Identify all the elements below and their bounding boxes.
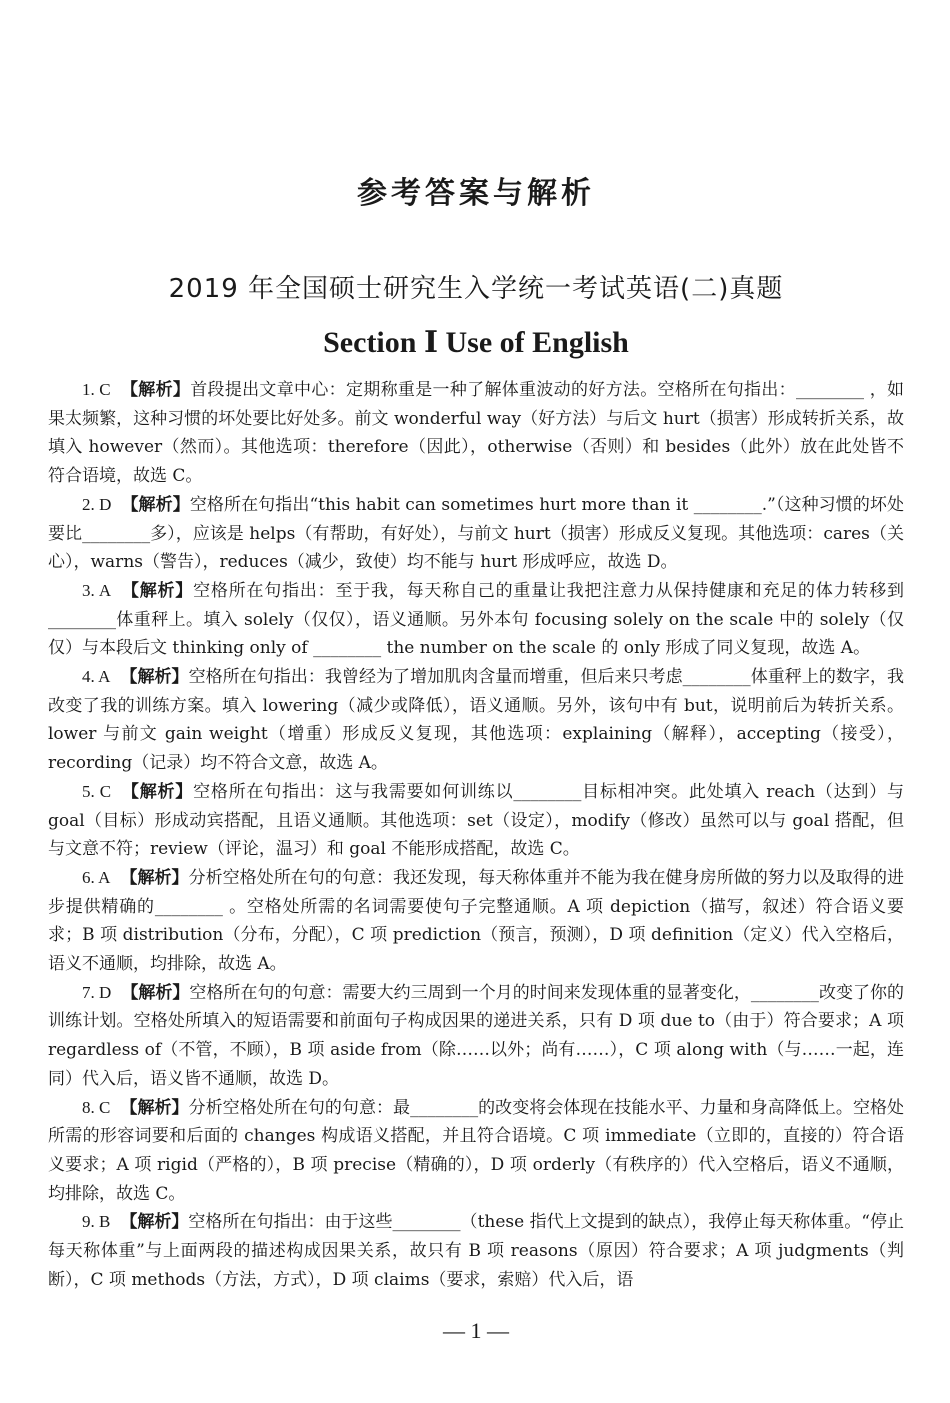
answer-list [48,376,904,1295]
answer-text: 空格所在句指出“this habit can sometimes hurt more than it ________.”（这种习惯的坏处要比________多），应该是 helps（有帮助，有好处），与前文 hurt（损害）形成反义复现。其他选项：cares（关心），warns（警告），reduces（减少，致使）均不能与 hurt 形成呼应，故选 D。 [48,494,905,573]
answer-number: 8. C [82,1097,111,1117]
answer-item-6 [48,864,904,979]
answer-number: 2. D [82,494,112,514]
exam-title: 2019 年全国硕士研究生入学统一考试英语(二)真题 [168,274,784,304]
answer-text: 空格所在句指出：由于这些________（these 指代上文提到的缺点），我停止每天称体重。“停止每天称体重”与上面两段的描述构成因果关系，故只有 B 项 reasons（原因）符合要求；A 项 judgments（判断），C 项 methods（方法，方式），D 项 claims（要求，索赔）代入后，语 [48,1212,905,1290]
answer-item-5 [48,778,904,864]
answer-number: 1. C [82,380,111,399]
answer-text: 空格所在句指出：至于我，每天称自己的重量让我把注意力从保持健康和充足的体力转移到________体重秤上。填入 solely（仅仅），语义通顺。另外本句 focusing solely on the scale 中的 solely（仅仅）与本段后文 thinking only of ________ the number on the scale 的 only 形成了同义复现，故选 A。 [48,580,905,659]
analysis-tag: 【解析】 [120,380,191,400]
answer-item-1 [48,376,904,491]
page-number: — 1 — [443,1318,509,1343]
answer-item-2 [48,491,904,577]
section-title: Section Ⅰ Use of English [323,326,629,359]
answer-number: 5. C [82,781,112,801]
analysis-tag: 【解析】 [120,867,189,888]
answer-number: 6. A [82,867,111,887]
answer-item-7 [48,979,904,1094]
answer-item-9 [48,1208,904,1294]
answer-text: 首段提出文章中心：定期称重是一种了解体重波动的好方法。空格所在句指出：________ ，如果太频繁，这种习惯的坏处要比好处多。前文 wonderful way（好方法）与后文 hurt（损害）形成转折关系，故填入 however（然而）。其他选项：therefore（因此），otherwise（否则）和 besides（此外）放在此处皆不符合语境，故选 C。 [48,380,905,487]
analysis-tag: 【解析】 [120,1212,189,1233]
analysis-tag: 【解析】 [121,580,194,601]
analysis-tag: 【解析】 [120,667,189,688]
analysis-tag: 【解析】 [120,1097,189,1118]
answer-item-8 [48,1094,904,1209]
answer-number: 9. B [82,1212,111,1232]
answer-text: 空格所在句的句意：需要大约三周到一个月的时间来发现体重的显著变化，________改变了你的训练计划。空格处所填入的短语需要和前面句子构成因果的递进关系，只有 D 项 due to（由于）符合要求；A 项 regardless of（不管，不顾），B 项 aside from（除……以外；尚有……），C 项 along with（与……一起，连同）代入后，语义皆不通顺，故选 D。 [48,982,905,1089]
analysis-tag: 【解析】 [121,494,190,515]
document-page [48,0,904,1403]
analysis-tag: 【解析】 [121,982,190,1003]
answer-number: 3. A [82,580,112,600]
answer-text: 分析空格处所在句的句意：我还发现，每天称体重并不能为我在健身房所做的努力以及取得的进步提供精确的________ 。空格处所需的名词需要使句子完整通顺。A 项 depiction（描写，叙述）符合语义要求；B 项 distribution（分布，分配），C 项 prediction（预言，预测），D 项 definition（定义）代入空格后，语义不通顺，均排除，故选 A。 [48,867,905,975]
answer-number: 7. D [82,982,112,1002]
answer-item-4 [48,663,904,778]
document-title: 参考答案与解析 [357,176,595,211]
answer-text: 空格所在句指出：我曾经为了增加肌肉含量而增重，但后来只考虑________体重秤上的数字，我改变了我的训练方案。填入 lowering（减少或降低），语义通顺。另外，该句中有 but，说明前后为转折关系。lower 与前文 gain weight（增重）形成反义复现，其他选项：explaining（解释），accepting（接受），recording（记录）均不符合文意，故选 A。 [48,667,905,774]
answer-text: 分析空格处所在句的句意：最________的改变将会体现在技能水平、力量和身高降低上。空格处所需的形容词要和后面的 changes 构成语义搭配，并且符合语境。C 项 immediate（立即的，直接的）符合语义要求；A 项 rigid（严格的），B 项 precise（精确的），D 项 orderly（有秩序的）代入空格后，语义不通顺，均排除，故选 C。 [48,1097,905,1204]
analysis-tag: 【解析】 [121,781,194,802]
answer-item-3 [48,577,904,663]
answer-number: 4. A [82,667,111,687]
answer-text: 空格所在句指出：这与我需要如何训练以________目标相冲突。此处填入 reach（达到）与 goal（目标）形成动宾搭配，且语义通顺。其他选项：set（设定），modify（修改）虽然可以与 goal 搭配，但与文意不符；review（评论，温习）和 goal 不能形成搭配，故选 C。 [48,781,905,860]
